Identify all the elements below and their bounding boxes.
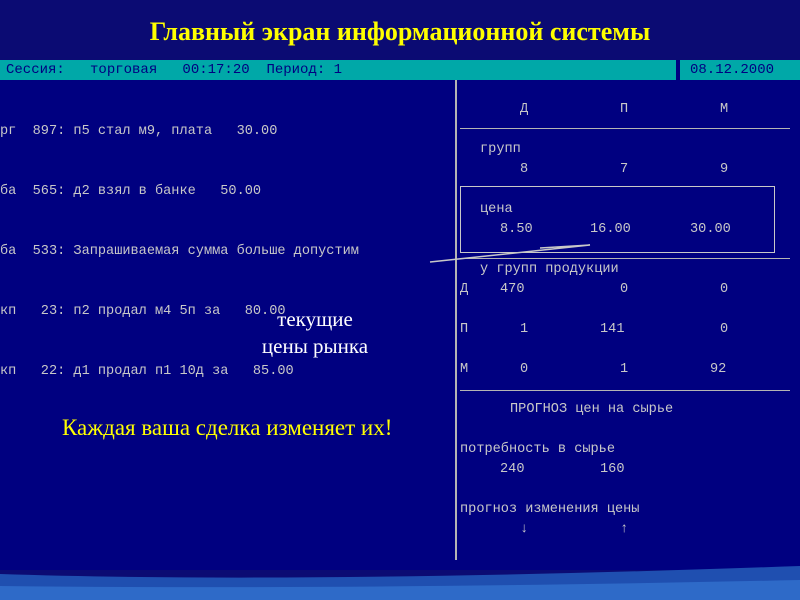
current-prices-line1: текущие: [277, 307, 353, 331]
current-prices-line2: цены рынка: [261, 334, 369, 358]
log-line: ба 533: Запрашиваемая сумма больше допустим: [0, 244, 359, 259]
demand-value-2: 160: [600, 462, 625, 477]
products-d-m: 0: [720, 282, 729, 297]
log-line: ба 565: д2 взял в банке 50.00: [0, 184, 262, 199]
products-row-label-p: П: [460, 322, 469, 337]
products-m-d: 0: [520, 362, 529, 377]
arrow-up-icon: ↑: [620, 522, 629, 537]
slide-title: Главный экран информационной системы: [0, 0, 800, 60]
current-prices-note: [205, 306, 425, 360]
products-p-d: 1: [520, 322, 529, 337]
groups-label: групп: [480, 142, 521, 157]
products-d-p: 0: [620, 282, 629, 297]
demand-value-1: 240: [500, 462, 525, 477]
forecast-title: ПРОГНОЗ цен на сырье: [510, 402, 674, 417]
products-label: у групп продукции: [480, 262, 619, 277]
header-p: П: [620, 102, 629, 117]
groups-value-m: 9: [720, 162, 729, 177]
products-p-p: 141: [600, 322, 625, 337]
every-deal-note: Каждая ваша сделка изменяет их!: [62, 415, 393, 440]
log-line: кп 22: д1 продал п1 10д за 85.00: [0, 364, 294, 379]
price-value-m: 30.00: [690, 222, 731, 237]
demand-label: потребность в сырье: [460, 442, 615, 457]
log-line: рг 897: п5 стал м9, плата 30.00: [0, 124, 278, 139]
products-row-label-d: Д: [460, 282, 469, 297]
price-value-d: 8.50: [500, 222, 533, 237]
products-m-m: 92: [710, 362, 727, 377]
change-label: прогноз изменения цены: [460, 502, 640, 517]
groups-value-d: 8: [520, 162, 529, 177]
price-value-p: 16.00: [590, 222, 631, 237]
products-d-d: 470: [500, 282, 525, 297]
price-label: цена: [480, 202, 513, 217]
arrow-down-icon: ↓: [520, 522, 529, 537]
header-d: Д: [520, 102, 529, 117]
status-date: 08.12.2000: [690, 62, 775, 78]
products-m-p: 1: [620, 362, 629, 377]
products-p-m: 0: [720, 322, 729, 337]
session-status: Сессия: торговая 00:17:20 Период: 1: [0, 60, 680, 80]
header-m: М: [720, 102, 729, 117]
products-row-label-m: М: [460, 362, 469, 377]
groups-value-p: 7: [620, 162, 629, 177]
log-line: кп 23: п2 продал м4 5п за 80.00: [0, 304, 286, 319]
bottom-decoration: [0, 560, 800, 600]
